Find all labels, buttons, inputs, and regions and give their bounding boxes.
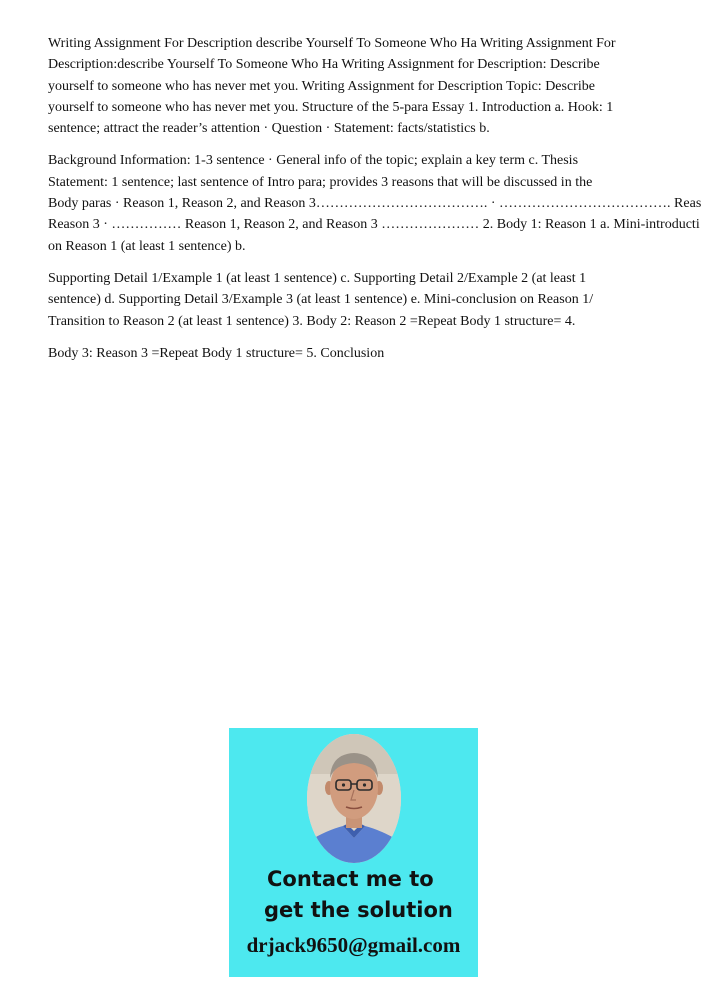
text-line: Transition to Reason 2 (at least 1 sentence) 3. Body 2: Reason 2 =Repeat Body 1 structure= 4. [48, 313, 576, 329]
text-line: Background Information: 1-3 sentence · General info of the topic; explain a key term c. Thesis [48, 153, 579, 169]
cta-line-1: Contact me to [267, 867, 434, 891]
text-line: on Reason 1 (at least 1 sentence) b. [48, 238, 246, 254]
person-photo-icon [307, 734, 401, 863]
document-body [48, 33, 708, 375]
text-line: Body 3: Reason 3 =Repeat Body 1 structure= 5. Conclusion [48, 345, 385, 361]
contact-ad-banner[interactable] [229, 728, 478, 977]
text-line: sentence) d. Supporting Detail 3/Example 3 (at least 1 sentence) e. Mini-conclusion on Reason 1/ [48, 292, 594, 308]
text-line: yourself to someone who has never met you. Writing Assignment for Description Topic: Describe [48, 78, 595, 94]
text-line: Statement: 1 sentence; last sentence of Intro para; provides 3 reasons that will be discussed in the [48, 174, 593, 190]
text-line: yourself to someone who has never met you. Structure of the 5-para Essay 1. Introduction a. Hook: 1 [48, 99, 614, 115]
text-line: Writing Assignment For Description describe Yourself To Someone Who Ha Writing Assignment For [48, 36, 616, 51]
contact-email[interactable]: drjack9650@gmail.com [246, 933, 461, 957]
text-line: Description:describe Yourself To Someone Who Ha Writing Assignment for Description: Describe [48, 57, 600, 73]
text-line: Body paras · Reason 1, Reason 2, and Reason 3………………………………. · ………………………………. Reas [48, 196, 702, 212]
paragraph-4 [48, 343, 708, 364]
paragraph-2 [48, 150, 708, 256]
paragraph-1 [48, 33, 708, 139]
text-line: sentence; attract the reader’s attention · Question · Statement: facts/statistics b. [48, 121, 490, 137]
paragraph-3 [48, 268, 708, 332]
text-line: Supporting Detail 1/Example 1 (at least 1 sentence) c. Supporting Detail 2/Example 2 (at least 1 [48, 270, 587, 286]
cta-line-2: get the solution [264, 898, 453, 922]
text-line: Reason 3 · …………… Reason 1, Reason 2, and Reason 3 ………………… 2. Body 1: Reason 1 a. Mini-introducti [48, 217, 700, 233]
